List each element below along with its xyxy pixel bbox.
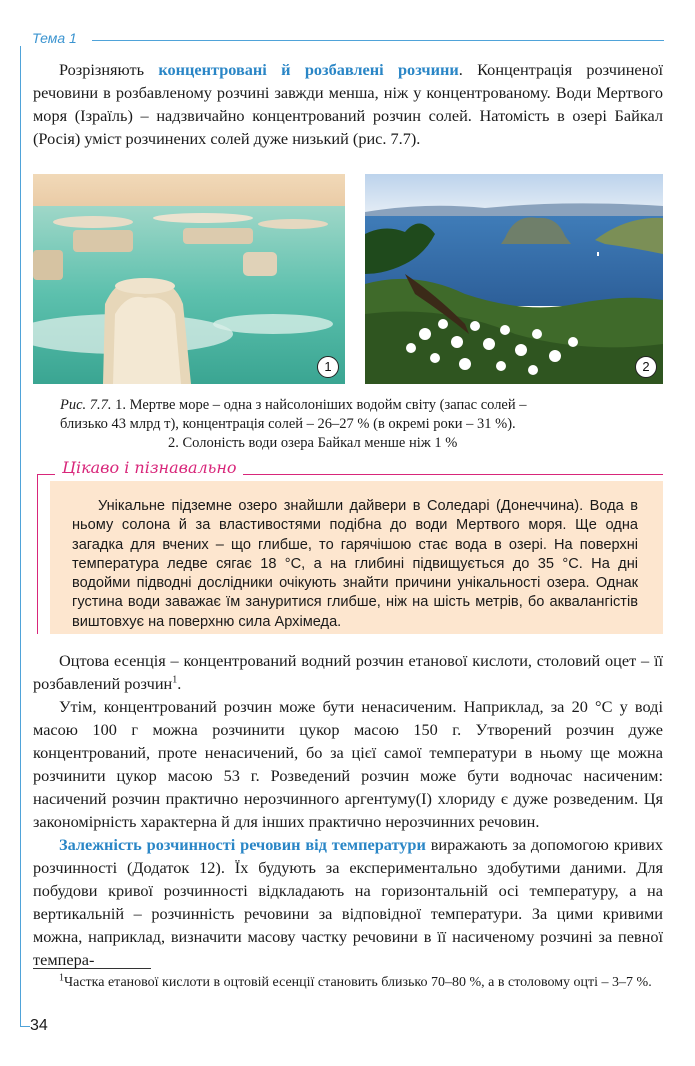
topic-label: Тема 1 (32, 30, 77, 46)
interest-side-rule (37, 474, 38, 634)
dead-sea-photo (33, 174, 345, 384)
paragraph-solubility: Залежність розчинності речовин від температури виражають за допомогою кривих розчинності (Додаток 12). Їх будують за експериментально здобутими даними. Для побудови кривої розчинності відкладають на горизонтальній осі температуру, а на вертикальній – розчинність речовини за відповідної температури. За цими кривими можна, наприклад, визначити масову частку речовини в її насиченому розчині за певної темпера- (33, 835, 664, 969)
left-margin-rule (20, 46, 21, 1026)
photo2-number-badge: 2 (635, 356, 657, 378)
footer-rule (20, 1026, 30, 1027)
solubility-highlight: Залежність розчинності речовин від температури (59, 835, 426, 854)
interest-text: Унікальне підземне озеро знайшли дайвери в Соледарі (Донеччина). Вода в ньому солона й за властивостями подібна до води Мертвого моря. Ще одна загадка для вчених – що глибше, то гарячішою стає вода в озері. На поверхні температура ледве сягає 18 °С, а на глибині підвищується до 35 °С. На дні водойми підводні дослідники очікують знайти причини унікальності озера. Однак густина води заважає їм зануритися глибше, ніж на шість метрів, бо аквалангістів виштовхує на поверхню сила Архімеда. (72, 498, 638, 630)
footnote-mark: 1 (59, 972, 64, 984)
interest-rule (243, 474, 663, 475)
paragraph-vinegar: Оцтова есенція – концентрований водний розчин етанової кислоти, столовий оцет – її розбавлений розчин$^1$. (33, 651, 663, 693)
header-rule (92, 40, 664, 41)
paragraph-saturation: Утім, концентрований розчин може бути ненасиченим. Наприклад, за 20 °С у воді масою 100 г можна розчинити цукор масою 150 г. Утворений розчин дуже концентрований, проте ненасичений, бо за цієї самої температури в ньому ще можна розчинити цукор масою 53 г. Розведений розчин може бути водночас насиченим: насичений розчин практично нерозчинного аргентуму(І) хлориду є дуже розведеним. Ця закономірність характерна й для інших практично нерозчинних речовин. (33, 697, 663, 831)
caption-line-2: близько 43 млрд т), концентрація солей – 26–27 % (в окремі роки – 31 %). (60, 416, 516, 432)
interest-rule-stub (37, 474, 55, 475)
photo1-number-badge: 1 (317, 356, 339, 378)
page-number: 34 (30, 1017, 48, 1034)
caption-line-3: 2. Солоність води озера Байкал менше ніж 1 % (168, 435, 458, 451)
baikal-photo (365, 174, 663, 384)
caption-label: Рис. 7.7. (60, 397, 112, 413)
intro-highlight: концентровані й розбавлені розчини (158, 60, 459, 79)
footnote-ref: 1 (172, 674, 178, 686)
footnote: $^1$Частка етанової кислоти в оцтовій есенції становить близько 70–80 %, а в столовому оцті – 3–7 %. (59, 972, 652, 990)
caption-line-1: 1. Мертве море – одна з найсолоніших водойм світу (запас солей – (111, 397, 527, 413)
figure-caption (60, 396, 650, 453)
footnote-rule (33, 968, 151, 969)
interest-title: Цікаво і пізнавально (62, 458, 237, 477)
intro-paragraph: Розрізняють концентровані й розбавлені розчини. Концентрація розчиненої речовини в розбавленому розчині завжди менша, ніж у концентрованому. Води Мертвого моря (Ізраїль) – надзвичайно концентрований розчин солей. Натомість в озері Байкал (Росія) уміст розчинених солей дуже низький (рис. 7.7). (33, 60, 664, 148)
